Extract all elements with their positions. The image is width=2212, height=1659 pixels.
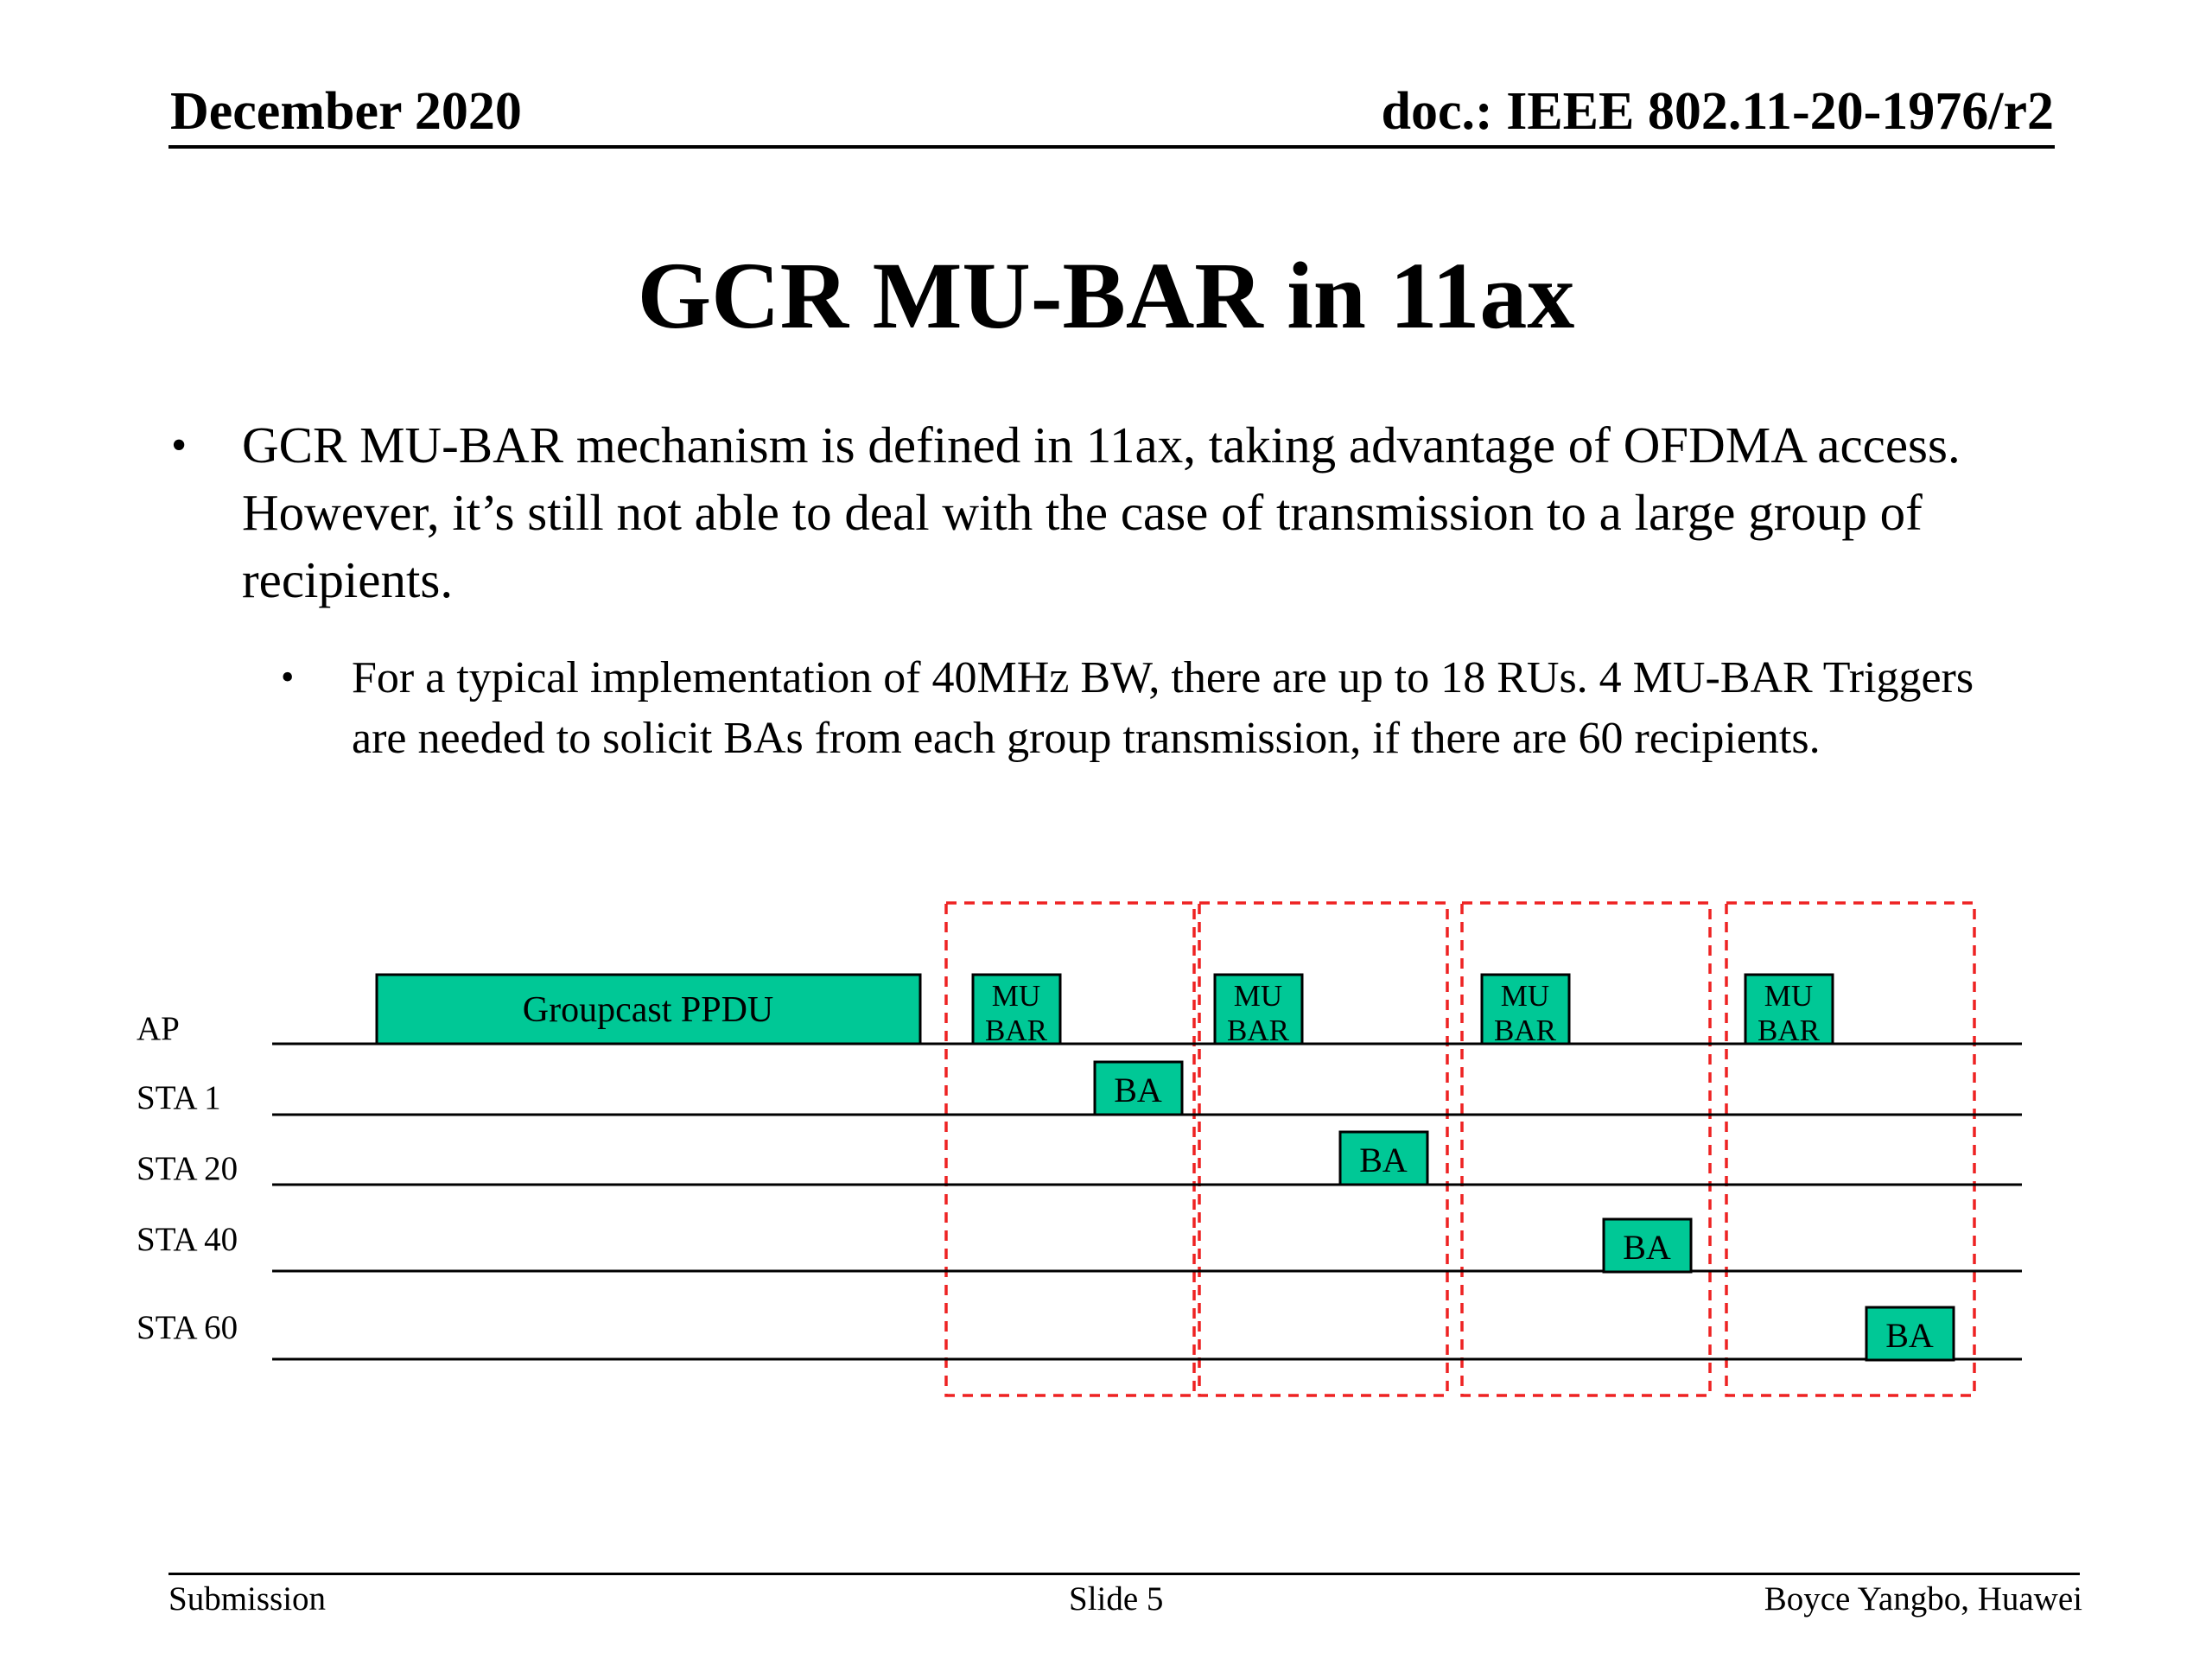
ba-label: BA (1885, 1316, 1934, 1355)
slide-title: GCR MU-BAR in 11ax (637, 243, 1575, 348)
ba-label: BA (1359, 1141, 1408, 1179)
mu-bar-label-line1: MU (991, 979, 1041, 1013)
footer-slide-number: Slide 5 (1069, 1580, 1164, 1618)
mu-bar-label-line1: MU (1233, 979, 1283, 1013)
mu-bar-label-line1: MU (1500, 979, 1550, 1013)
row-label: STA 60 (137, 1309, 238, 1346)
bullet-level1-text: GCR MU-BAR mechanism is defined in 11ax, taking advantage of OFDMA access. However, it’s still not able to deal with the case of transmission to a large group of recipients. (242, 416, 1961, 608)
mu-bar-label-line2: BAR (1227, 1014, 1289, 1047)
footer-rule (168, 1573, 2080, 1575)
footer-author: Boyce Yangbo, Huawei (1764, 1580, 2082, 1618)
bullet-marker-sub: • (281, 656, 295, 698)
mu-bar-label-line1: MU (1764, 979, 1814, 1013)
row-label: STA 1 (137, 1079, 221, 1116)
frame-boxes (377, 975, 1954, 1360)
ba-label: BA (1114, 1071, 1162, 1109)
row-label: STA 40 (137, 1221, 238, 1258)
mu-bar-label-line2: BAR (1758, 1014, 1820, 1047)
row-label: STA 20 (137, 1150, 238, 1187)
groupcast-ppdu-label: Groupcast PPDU (522, 990, 774, 1030)
bullet-marker: • (171, 421, 188, 470)
mu-bar-label-line2: BAR (985, 1014, 1047, 1047)
row-label: AP (137, 1010, 180, 1047)
header-doc-id: doc.: IEEE 802.11-20-1976/r2 (1381, 82, 2054, 141)
timeline-rows (137, 1010, 2022, 1359)
header-date: December 2020 (170, 82, 522, 141)
mu-bar-label-line2: BAR (1494, 1014, 1556, 1047)
bullet-level2-text: For a typical implementation of 40MHz BW, there are up to 18 RUs. 4 MU-BAR Triggers are needed to solicit BAs from each group transmission, if there are 60 recipients. (352, 653, 1974, 763)
footer-submission: Submission (168, 1580, 327, 1618)
ba-label: BA (1623, 1228, 1671, 1267)
